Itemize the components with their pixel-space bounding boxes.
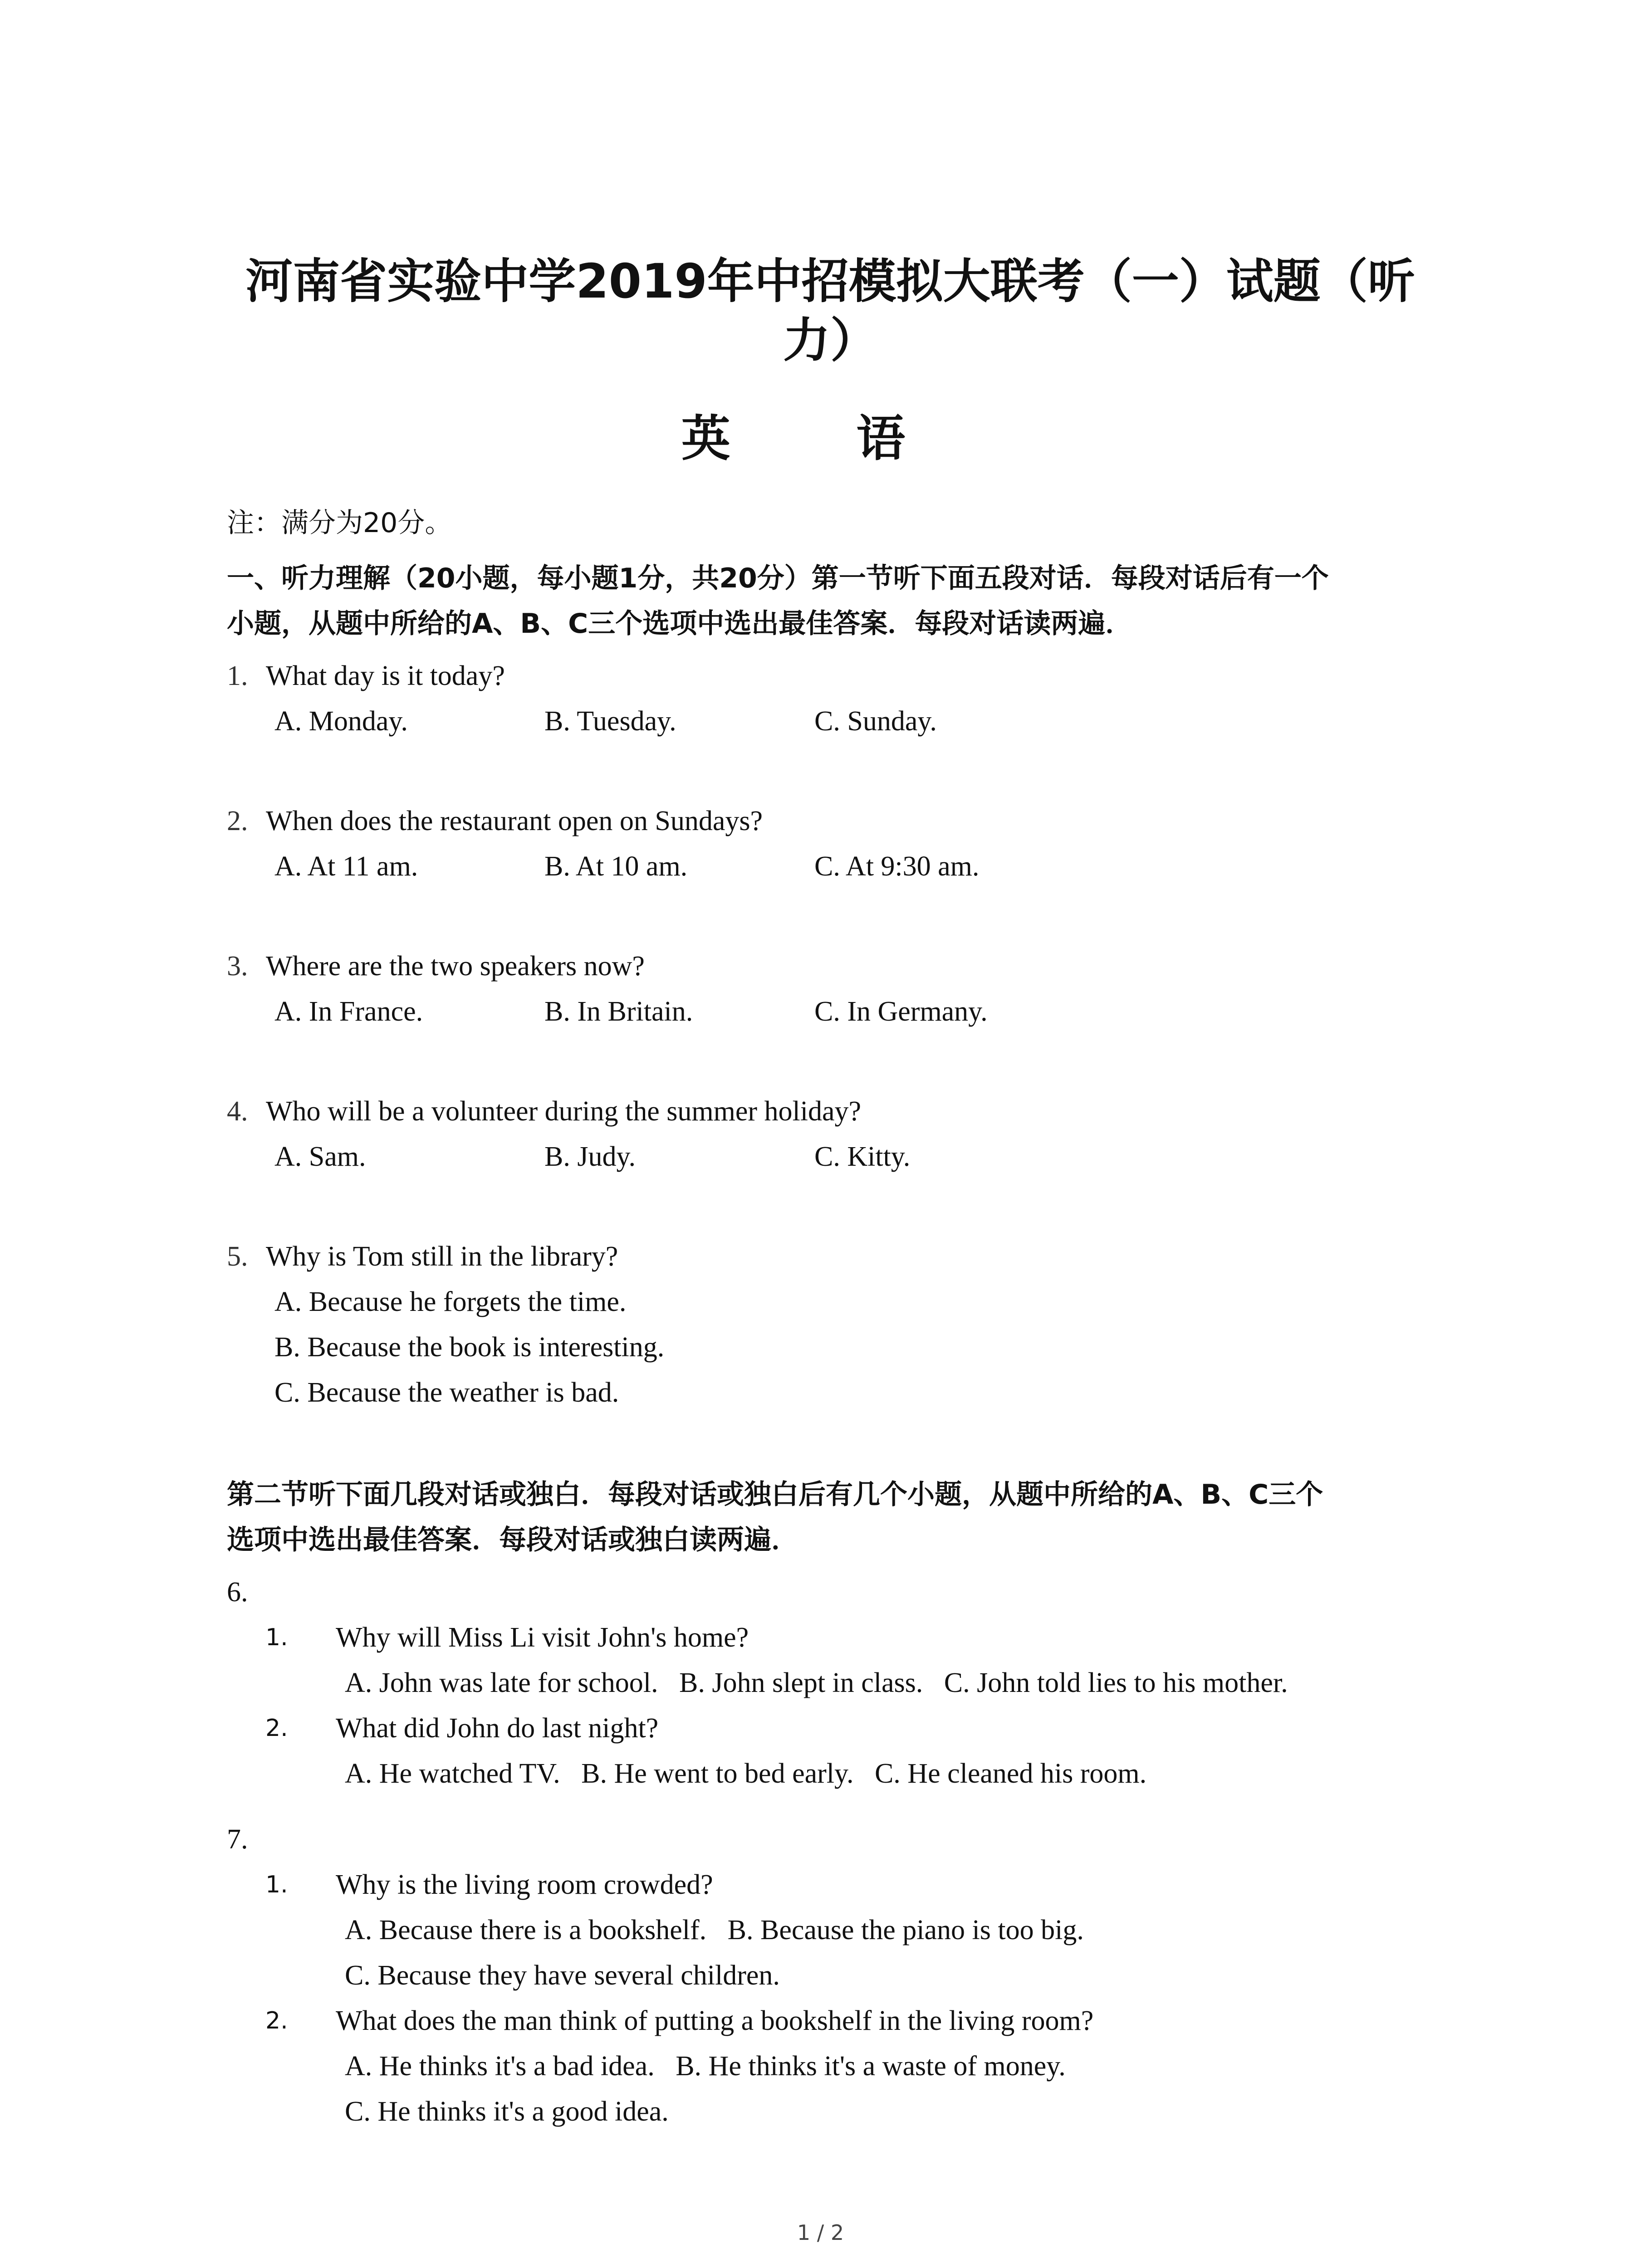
section2-instructions (227, 1472, 1452, 1563)
q3-option-c: C. In Germany. (814, 996, 988, 1027)
group6-item1-question: Why will Miss Li visit John's home? (336, 1622, 749, 1653)
group7-item2-options-line1: A. He thinks it's a bad idea. B. He thinks it's a waste of money. (345, 2051, 1066, 2082)
q5-option-a: A. Because he forgets the time. (274, 1286, 627, 1317)
q4-option-b: B. Judy. (544, 1141, 636, 1172)
question-number: 3. (227, 951, 248, 982)
question-5 (227, 1241, 618, 1273)
group7-item1-options-line2: C. Because they have several children. (345, 1960, 780, 1991)
group7-item2-number: 2. (265, 2007, 288, 2034)
q3-option-a: A. In France. (274, 996, 423, 1027)
q2-option-a: A. At 11 am. (274, 851, 418, 882)
group6-item1-options: A. John was late for school. B. John slept in class. C. John told lies to his mother. (345, 1667, 1288, 1698)
section1-line1: 一、听力理解（20小题，每小题1分，共20分）第一节听下面五段对话．每段对话后有一个 (227, 562, 1329, 594)
q4-option-c: C. Kitty. (814, 1141, 911, 1172)
group-6-number: 6. (227, 1577, 248, 1608)
group7-item2-question: What does the man think of putting a bookshelf in the living room? (336, 2005, 1094, 2036)
score-note: 注：满分为20分。 (227, 507, 452, 539)
question-number: 5. (227, 1241, 248, 1272)
exam-title-line2: 力） (783, 313, 877, 368)
question-text: Why is Tom still in the library? (266, 1241, 618, 1272)
question-1 (227, 660, 505, 692)
q1-option-a: A. Monday. (274, 706, 408, 737)
question-3 (227, 950, 645, 982)
q1-option-c: C. Sunday. (814, 706, 937, 737)
q2-option-b: B. At 10 am. (544, 851, 688, 882)
q5-option-c: C. Because the weather is bad. (274, 1377, 619, 1408)
question-4 (227, 1095, 861, 1128)
page-number: 1 / 2 (797, 2220, 844, 2245)
question-number: 2. (227, 806, 248, 836)
question-number: 1. (227, 660, 248, 691)
question-text: Who will be a volunteer during the summer holiday? (266, 1096, 861, 1127)
q5-option-b: B. Because the book is interesting. (274, 1332, 665, 1363)
section1-line2: 小题，从题中所给的A、B、C三个选项中选出最佳答案．每段对话读两遍． (227, 608, 1133, 640)
question-text: Where are the two speakers now? (266, 951, 645, 982)
group7-item2-options-line2: C. He thinks it's a good idea. (345, 2096, 669, 2127)
q2-option-c: C. At 9:30 am. (814, 851, 980, 882)
group6-item2-options: A. He watched TV. B. He went to bed early. C. He cleaned his room. (345, 1758, 1147, 1789)
section2-line2: 选项中选出最佳答案．每段对话或独白读两遍． (227, 1524, 798, 1556)
question-text: When does the restaurant open on Sundays? (266, 806, 763, 836)
question-number: 4. (227, 1096, 248, 1127)
group6-item2-question: What did John do last night? (336, 1713, 659, 1744)
group6-item2-number: 2. (265, 1715, 288, 1742)
group-7-number: 7. (227, 1824, 248, 1855)
exam-title-line1: 河南省实验中学2019年中招模拟大联考（一）试题（听 (245, 254, 1415, 309)
q4-option-a: A. Sam. (274, 1141, 366, 1172)
group7-item1-options-line1: A. Because there is a bookshelf. B. Because the piano is too big. (345, 1915, 1084, 1945)
question-2 (227, 805, 763, 837)
group7-item1-question: Why is the living room crowded? (336, 1869, 713, 1900)
subject-title: 英 语 (681, 411, 960, 467)
section1-instructions (227, 556, 1452, 646)
section2-line1: 第二节听下面几段对话或独白．每段对话或独白后有几个小题，从题中所给的A、B、C三个 (227, 1479, 1323, 1510)
q1-option-b: B. Tuesday. (544, 706, 676, 737)
group6-item1-number: 1. (265, 1624, 288, 1651)
q3-option-b: B. In Britain. (544, 996, 693, 1027)
question-text: What day is it today? (266, 660, 505, 691)
group7-item1-number: 1. (265, 1871, 288, 1898)
